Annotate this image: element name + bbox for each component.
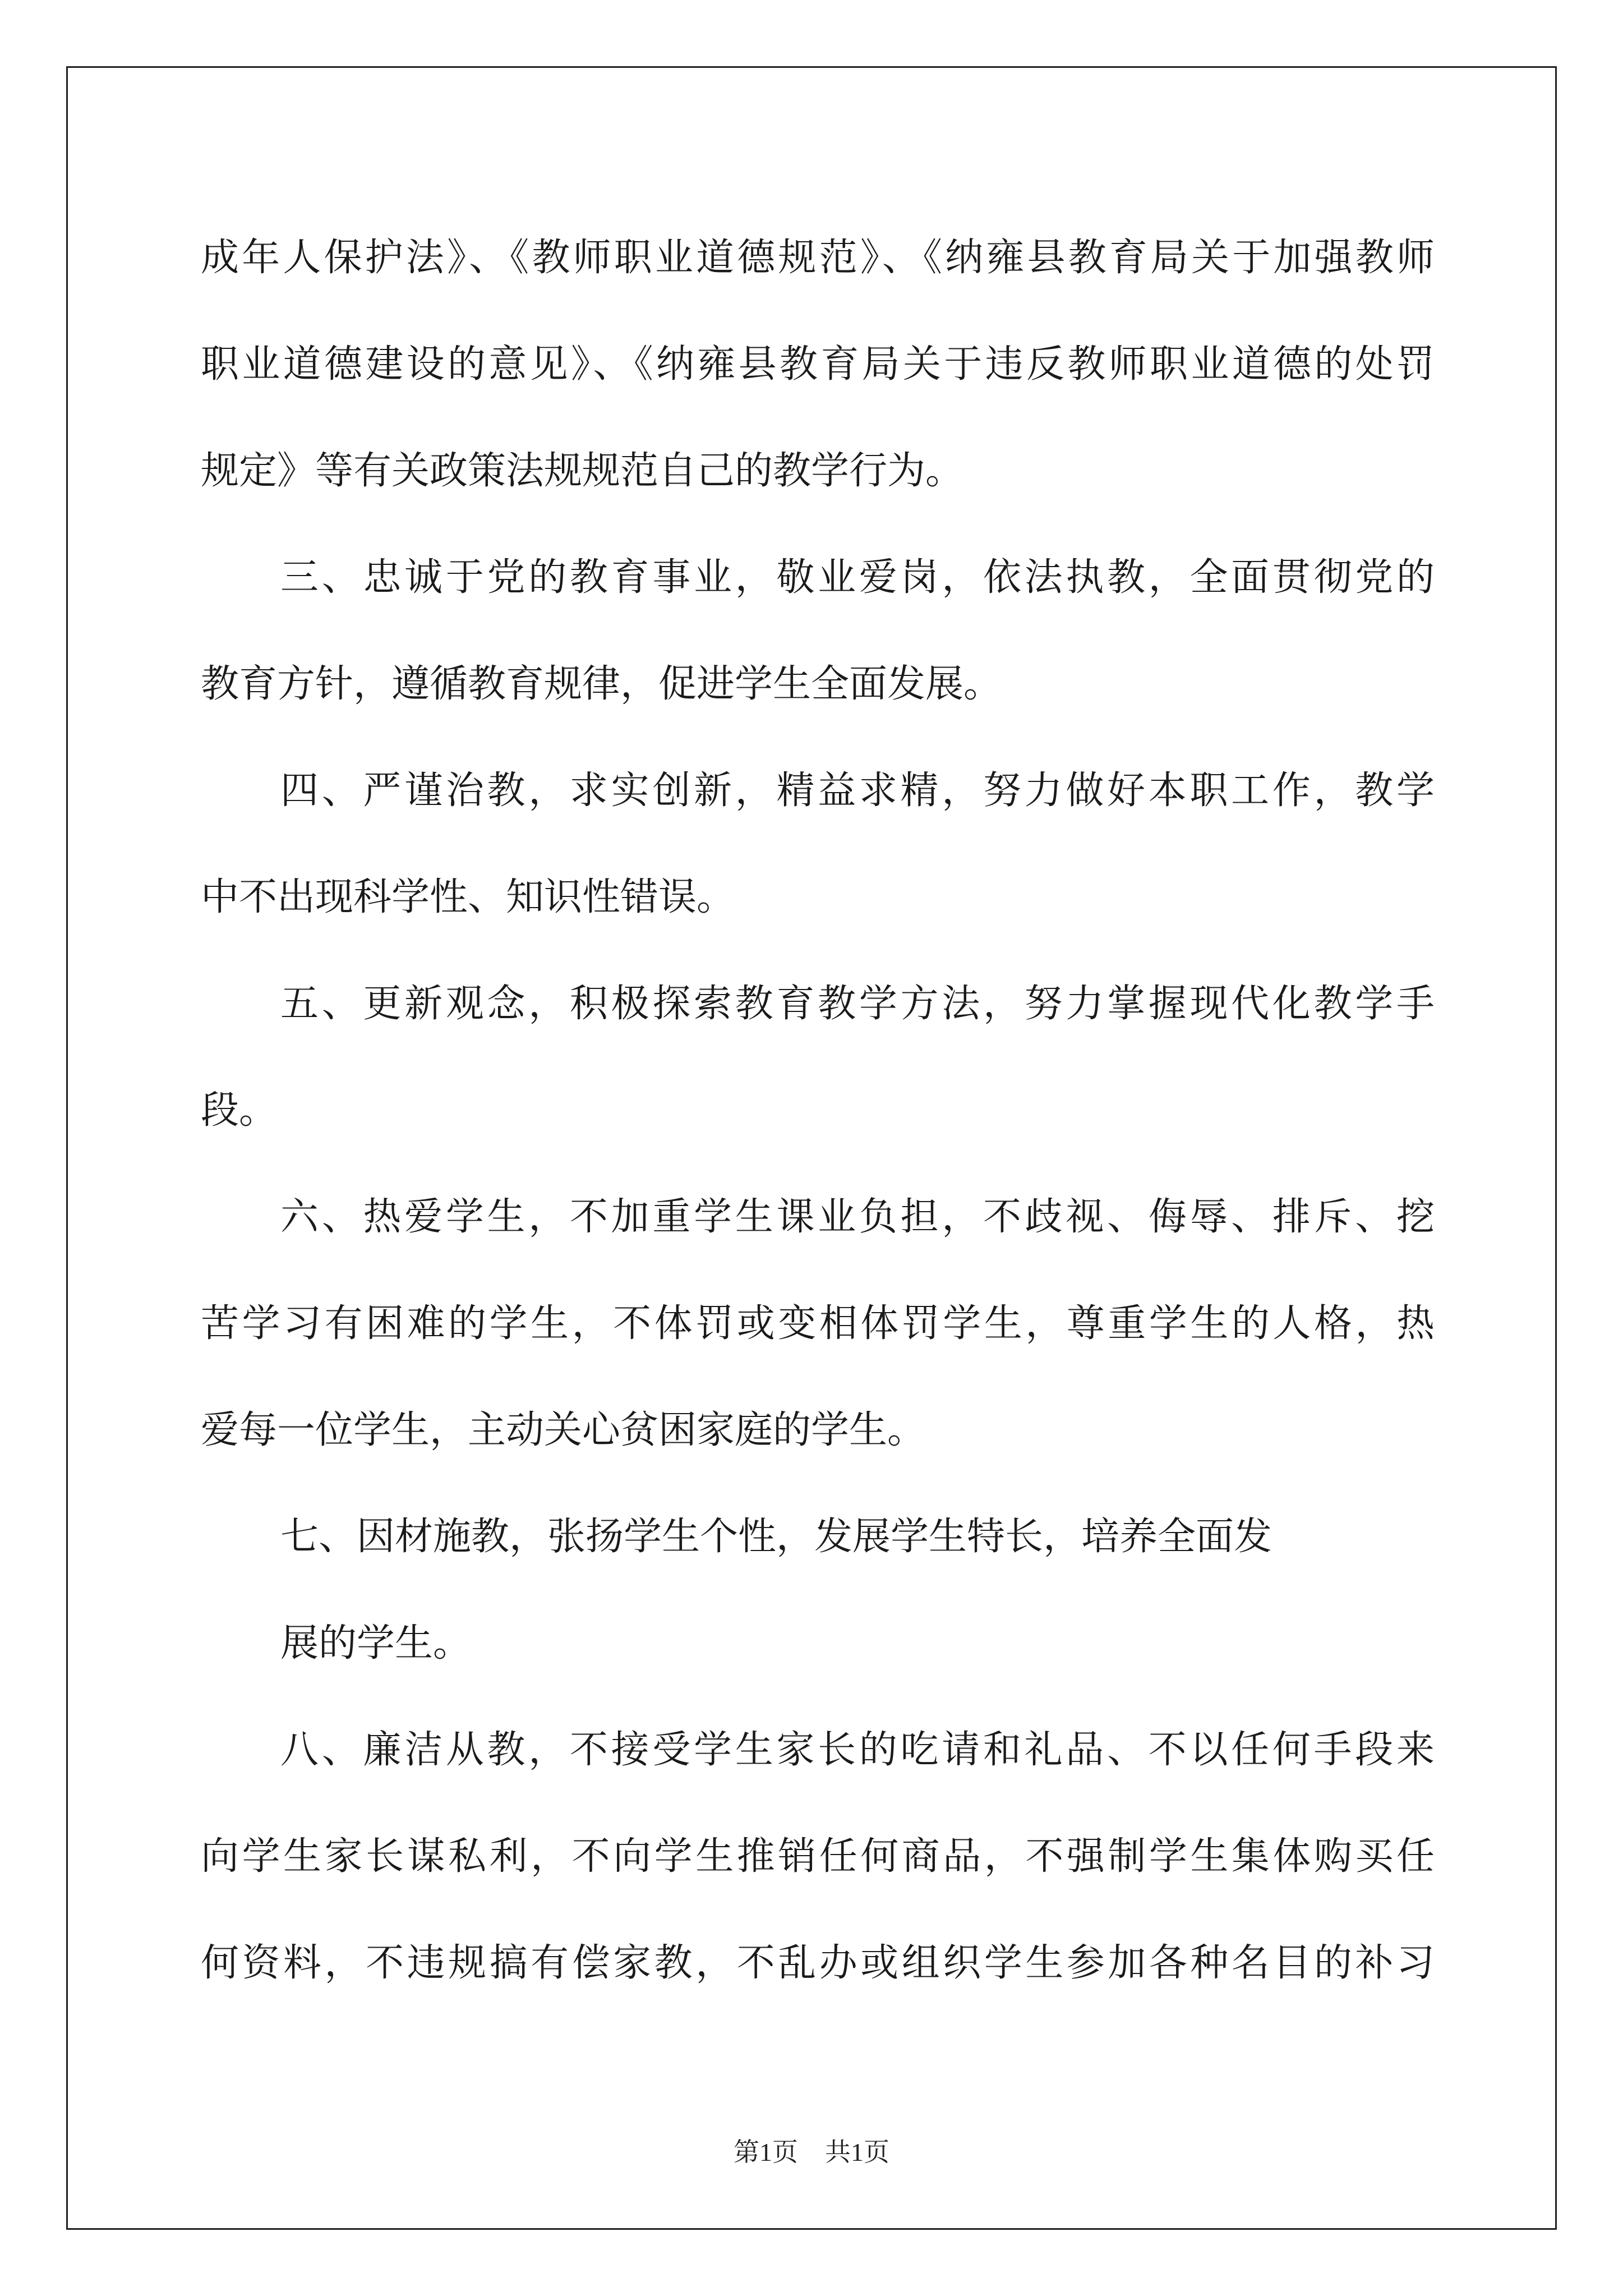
text-line-16: 向学生家长谋私利，不向学生推销任何商品，不强制学生集体购买任 (201, 1834, 1435, 1879)
text-line-11: 苦学习有困难的学生，不体罚或变相体罚学生，尊重学生的人格，热 (201, 1301, 1435, 1346)
text-line-12: 爱每一位学生，主动关心贫困家庭的学生。 (201, 1408, 926, 1452)
page-number-total: 共1页 (825, 2138, 889, 2166)
text-line-5: 教育方针，遵循教育规律，促进学生全面发展。 (201, 662, 1002, 706)
document-body (201, 205, 1435, 2017)
text-line-14: 展的学生。 (280, 1621, 472, 1665)
text-line-2: 职业道德建设的意见》、《纳雍县教育局关于违反教师职业道德的处罚 (201, 342, 1435, 386)
text-line-15: 八、廉洁从教，不接受学生家长的吃请和礼品、不以任何手段来 (280, 1728, 1435, 1772)
text-line-10: 六、热爱学生，不加重学生课业负担，不歧视、侮辱、排斥、挖 (280, 1195, 1435, 1239)
text-line-9: 段。 (201, 1088, 278, 1133)
page-number-current: 第1页 (734, 2138, 798, 2166)
text-line-3: 规定》等有关政策法规规范自己的教学行为。 (201, 449, 964, 493)
text-line-13: 七、因材施教，张扬学生个性，发展学生特长，培养全面发 (280, 1515, 1272, 1559)
text-line-8: 五、更新观念，积极探索教育教学方法，努力掌握现代化教学手 (280, 982, 1435, 1026)
text-line-7: 中不出现科学性、知识性错误。 (201, 875, 735, 919)
text-line-17: 何资料，不违规搞有偿家教，不乱办或组织学生参加各种名目的补习 (201, 1941, 1435, 1985)
text-line-1: 成年人保护法》、《教师职业道德规范》、《纳雍县教育局关于加强教师 (201, 236, 1435, 280)
text-line-4: 三、忠诚于党的教育事业，敬业爱岗，依法执教，全面贯彻党的 (280, 555, 1435, 600)
text-line-6: 四、严谨治教，求实创新，精益求精，努力做好本职工作，教学 (280, 769, 1435, 813)
page-footer (0, 2132, 1623, 2169)
